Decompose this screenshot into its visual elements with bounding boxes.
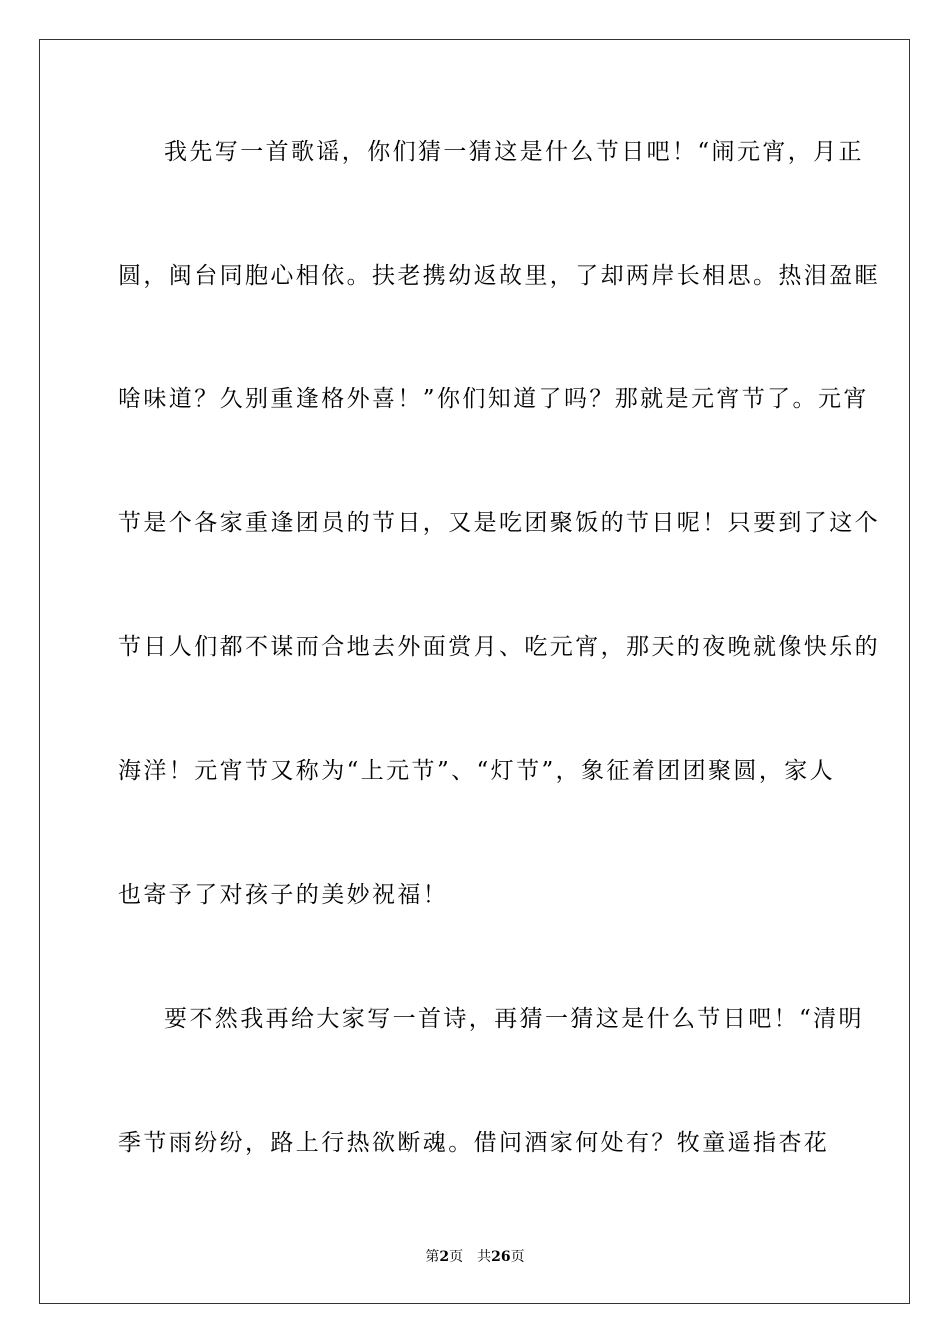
- paragraph-2-line-2: 季节雨纷纷，路上行热欲断魂。借问酒家何处有？牧童遥指杏花: [118, 1130, 830, 1156]
- footer-total-prefix: 共: [477, 1249, 492, 1265]
- paragraph-1-line-5: 节日人们都不谋而合地去外面赏月、吃元宵，那天的夜晚就像快乐的: [118, 634, 880, 660]
- footer-page-number: 2: [439, 1249, 450, 1265]
- footer-total-pages: 26: [491, 1249, 511, 1265]
- paragraph-1-line-4: 节是个各家重逢团员的节日，又是吃团聚饭的节日呢！只要到了这个: [118, 510, 880, 536]
- footer-page-suffix: 页: [449, 1249, 464, 1265]
- paragraph-2-line-1: 要不然我再给大家写一首诗，再猜一猜这是什么节日吧！“清明: [164, 1006, 864, 1032]
- page-border: [39, 39, 910, 1304]
- page-footer: [0, 1248, 950, 1266]
- paragraph-1-line-2: 圆，闽台同胞心相依。扶老携幼返故里，了却两岸长相思。热泪盈眶: [118, 263, 880, 289]
- footer-page-prefix: 第: [425, 1249, 440, 1265]
- paragraph-1-line-1: 我先写一首歌谣，你们猜一猜这是什么节日吧！“闹元宵，月正: [164, 139, 864, 165]
- paragraph-1-line-7: 也寄予了对孩子的美妙祝福！: [118, 882, 449, 908]
- paragraph-1-line-3: 啥味道？久别重逢格外喜！”你们知道了吗？那就是元宵节了。元宵: [118, 386, 869, 412]
- paragraph-1-line-6: 海洋！元宵节又称为“上元节”、“灯节”，象征着团团聚圆，家人: [118, 758, 836, 784]
- footer-total-suffix: 页: [510, 1249, 525, 1265]
